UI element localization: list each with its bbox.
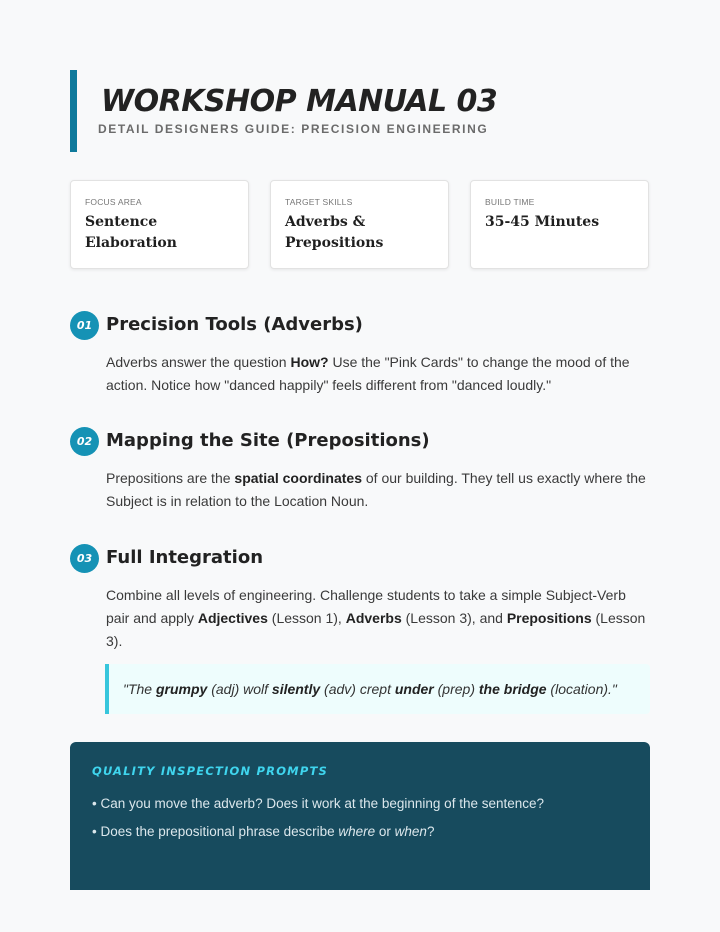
card-value: Sentence Elaboration <box>85 214 177 251</box>
body-text: (Lesson 1), <box>267 610 346 626</box>
section-number-badge: 02 <box>70 427 99 456</box>
card-value: 35-45 Minutes <box>485 214 600 230</box>
example-text: (location)." <box>546 681 617 697</box>
prompt-emphasis: where <box>338 824 376 839</box>
quality-prompt-item: • Can you move the adverb? Does it work at the beginning of the sentence? <box>92 796 545 811</box>
section-title: Full Integration <box>106 547 264 568</box>
body-emphasis: spatial coordinates <box>234 470 362 486</box>
section-body <box>106 584 646 653</box>
quality-inspection-box <box>70 742 650 890</box>
example-word: grumpy <box>155 681 208 697</box>
section-number-badge: 03 <box>70 544 99 573</box>
body-text: Use the "Pink Cards" to change the mood of the action. Notice how "danced happily" feels different from "danced loudly." <box>106 354 630 393</box>
example-word: under <box>394 681 434 697</box>
page-subtitle: DETAIL DESIGNERS GUIDE: PRECISION ENGINEERING <box>98 122 489 136</box>
manual-header <box>70 70 650 152</box>
card-label: BUILD TIME <box>485 197 535 207</box>
quality-title: QUALITY INSPECTION PROMPTS <box>92 764 328 778</box>
prompt-text: • Does the prepositional phrase describe <box>92 824 339 839</box>
body-text: (Lesson 3), and <box>401 610 507 626</box>
example-text: "The <box>123 681 156 697</box>
body-emphasis: Adverbs <box>345 610 402 626</box>
body-emphasis: How? <box>290 354 329 370</box>
body-text: of our building. They tell us exactly where the Subject is in relation to the Location Noun. <box>106 470 646 509</box>
prompt-text: or <box>375 824 395 839</box>
body-emphasis: Adjectives <box>197 610 268 626</box>
page-title: WORKSHOP MANUAL 03 <box>101 84 498 119</box>
example-word: the bridge <box>478 681 547 697</box>
card-label: FOCUS AREA <box>85 197 142 207</box>
info-card-focus-area <box>70 180 249 269</box>
body-text: Prepositions are the <box>106 470 235 486</box>
prompt-emphasis: when <box>394 824 427 839</box>
example-text: (prep) <box>433 681 479 697</box>
info-card-build-time <box>470 180 649 269</box>
card-value: Adverbs & Prepositions <box>285 214 384 251</box>
section-title: Precision Tools (Adverbs) <box>106 314 363 335</box>
section-title: Mapping the Site (Prepositions) <box>106 430 430 451</box>
prompt-text: ? <box>426 824 435 839</box>
info-card-target-skills <box>270 180 449 269</box>
section-number-badge: 01 <box>70 311 99 340</box>
body-text: (Lesson 3). <box>106 610 646 649</box>
body-emphasis: Prepositions <box>506 610 592 626</box>
section-body <box>106 467 646 513</box>
section-body <box>106 351 646 397</box>
example-text: (adv) crept <box>320 681 395 697</box>
card-label: TARGET SKILLS <box>285 197 353 207</box>
example-text: (adj) wolf <box>207 681 272 697</box>
example-word: silently <box>271 681 321 697</box>
example-sentence-callout <box>105 664 650 714</box>
quality-prompt-item <box>92 818 628 846</box>
body-text: Combine all levels of engineering. Challenge students to take a simple Subject-Verb pair and apply <box>106 587 626 626</box>
body-text: Adverbs answer the question <box>106 354 291 370</box>
